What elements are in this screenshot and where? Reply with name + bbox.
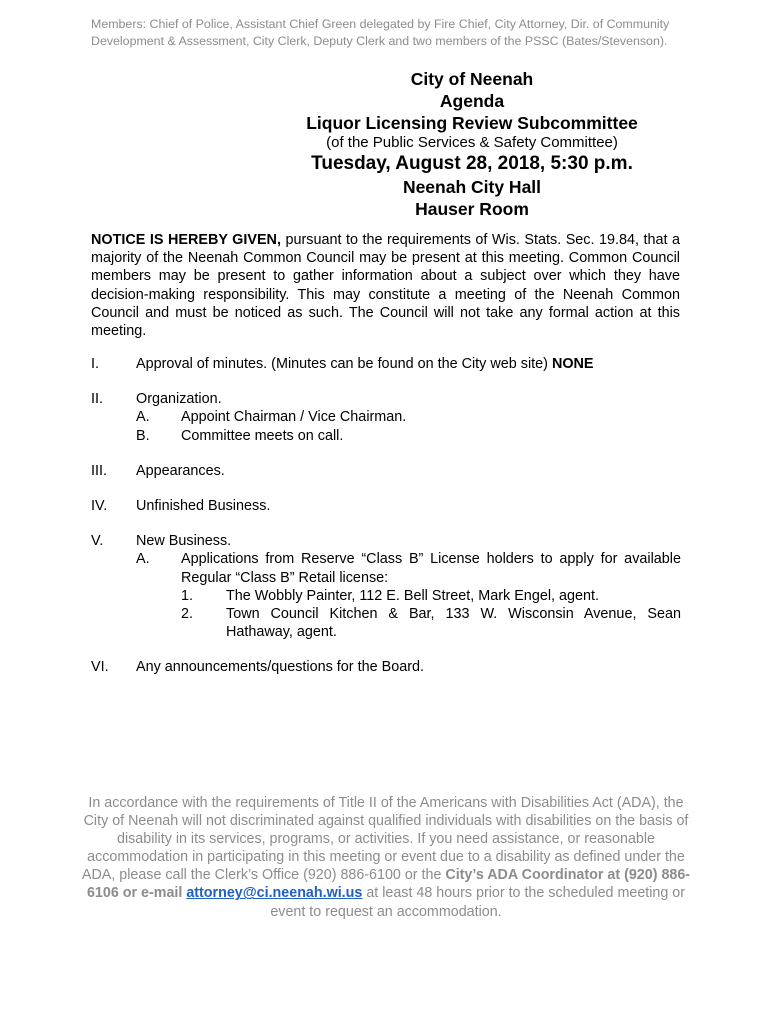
item-number: III. [91, 462, 107, 479]
agenda-item-vi [91, 658, 681, 676]
agenda-item-ii [91, 390, 681, 445]
item-text: Unfinished Business. [136, 498, 271, 515]
sub-sub-item-text: The Wobbly Painter, 112 E. Bell Street, Mark Engel, agent. [226, 587, 600, 604]
item-text: Appearances. [136, 462, 225, 479]
sub-sub-item-number: 1. [181, 587, 194, 604]
agenda-item-v [91, 532, 681, 641]
notice-text: pursuant to the requirements of Wis. Stats. Sec. 19.84, that a majority of the Neenah Common Council may be present at this meeting. Common Council members may be present to gather information about a subject over which they have decision-making responsibility. This may constitute a meeting of the Neenah Common Council and must be noticed as such. The Council will not take any formal action at this meeting. [91, 232, 680, 340]
sub-item-text: Applications from Reserve “Class B” License holders to apply for available Regular “Class B” Retail license: [181, 551, 681, 586]
sub-item-letter: A. [136, 551, 150, 568]
ada-coordinator: City’s ADA Coordinator at (920) 886-6106 or e-mail [86, 867, 691, 902]
sub-item-text: Committee meets on call. [181, 427, 344, 444]
item-number: II. [91, 391, 103, 408]
agenda-header [200, 68, 744, 220]
sub-sub-item-1 [181, 587, 681, 605]
sub-item-a [136, 408, 681, 426]
agenda-item-iv [91, 497, 681, 515]
item-number: V. [91, 533, 104, 550]
item-number: IV. [91, 498, 108, 515]
sub-item-a [136, 550, 681, 641]
sub-sub-item-2 [181, 605, 681, 641]
ada-email-link[interactable]: attorney@ci.neenah.wi.us [186, 885, 363, 902]
item-text: New Business. [136, 533, 232, 550]
agenda-item-i [91, 355, 681, 373]
notice-lead: NOTICE IS HEREBY GIVEN, [91, 232, 281, 248]
meeting-room: Hauser Room [415, 199, 529, 219]
sub-item-text: Appoint Chairman / Vice Chairman. [181, 409, 407, 426]
meeting-location: Neenah City Hall [402, 177, 542, 197]
committee-name: Liquor Licensing Review Subcommittee [306, 113, 638, 133]
sub-sub-item-text: Town Council Kitchen & Bar, 133 W. Wisconsin Avenue, Sean Hathaway, agent. [226, 606, 681, 641]
item-text: Approval of minutes. (Minutes can be found on the City web site) [136, 356, 552, 372]
sub-item-letter: A. [136, 409, 150, 426]
agenda-items [91, 355, 681, 694]
ada-text-2: at least 48 hours prior to the scheduled meeting or event to request an accommodation. [270, 885, 686, 920]
agenda-item-iii [91, 462, 681, 480]
sub-item-b [136, 427, 681, 445]
item-number: I. [91, 356, 99, 372]
ada-text-1: In accordance with the requirements of Title II of the Americans with Disabilities Act (ADA), the City of Neenah will not discriminated against qualified individuals with disabilities on the basis of disability in its services, programs, or activities. If you need assistance, or reasonable accommodation in participating in this meeting or event due to a disability as defined under the ADA, please call the Clerk’s Office (920) 886-6100 or the [81, 795, 689, 884]
members-line: Members: Chief of Police, Assistant Chief Green delegated by Fire Chief, City Attorney, Dir. of Community Development & Assessment, City Clerk, Deputy Clerk and two members of the PSSC (Bates/Stevenson). [91, 17, 670, 48]
item-number: VI. [91, 659, 109, 676]
ada-notice [80, 794, 692, 921]
city-name: City of Neenah [410, 69, 534, 89]
item-text: Organization. [136, 391, 222, 408]
agenda-label: Agenda [439, 91, 505, 111]
item-text: Any announcements/questions for the Board. [136, 659, 424, 676]
parent-committee: (of the Public Services & Safety Committee) [326, 134, 618, 151]
sub-item-letter: B. [136, 427, 150, 444]
meeting-date: Tuesday, August 28, 2018, 5:30 p.m. [311, 153, 633, 174]
item-none-label: NONE [551, 356, 594, 372]
sub-sub-item-number: 2. [181, 606, 194, 623]
notice-paragraph [91, 231, 680, 340]
